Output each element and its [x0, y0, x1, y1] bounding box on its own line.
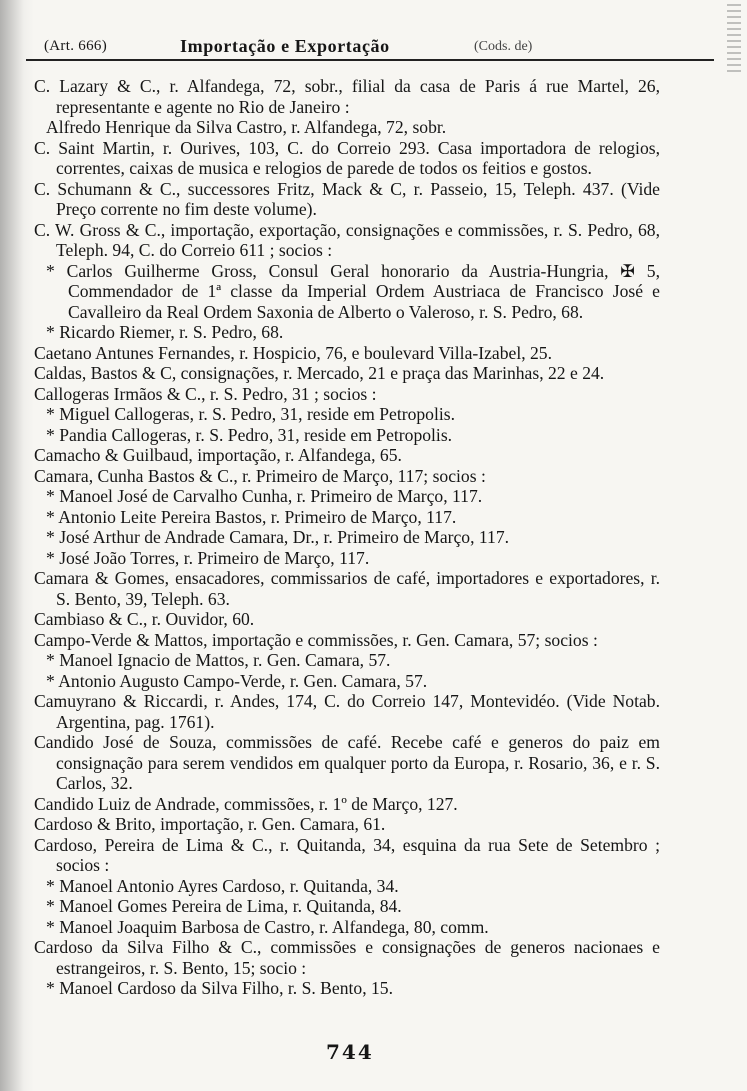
page-title: Importação e Exportação: [180, 36, 390, 56]
firm-entry: Camara & Gomes, ensacadores, commissarios de café, importadores e exportadores, r. S. Bento, 39, Teleph. 63.: [34, 568, 660, 609]
partner-entry: * Manoel Ignacio de Mattos, r. Gen. Camara, 57.: [46, 650, 391, 670]
firm-entry: Caldas, Bastos & C, consignações, r. Mercado, 21 e praça das Marinhas, 22 e 24.: [34, 363, 605, 383]
firm-entry: Camuyrano & Riccardi, r. Andes, 174, C. do Correio 147, Montevidéo. (Vide Notab. Argentina, pag. 1761).: [34, 691, 660, 732]
partner-entry: * Manoel Antonio Ayres Cardoso, r. Quitanda, 34.: [46, 875, 399, 896]
page-subtitle: (Cods. de): [474, 39, 533, 54]
firm-entry: C. Schumann & C., successores Fritz, Mack & C, r. Passeio, 15, Teleph. 437. (Vide Preço corrente no fim deste volume).: [34, 178, 660, 219]
partner-entry: * Miguel Callogeras, r. S. Pedro, 31, reside em Petropolis.: [46, 404, 456, 424]
header-rule: [26, 59, 714, 61]
firm-entry: Camacho & Guilbaud, importação, r. Alfandega, 65.: [34, 445, 402, 465]
article-number: (Art. 666): [44, 38, 107, 54]
binding-shadow: [0, 0, 34, 1091]
partner-entry: * Carlos Guilherme Gross, Consul Geral honorario da Austria-Hungria, ✠ 5, Commendador de 1ª classe da Imperial Ordem Austriaca de Francisco José e Cavalleiro da Real Ordem Saxonia de Alberto o Valeroso, r. S. Pedro, 68.: [46, 260, 660, 322]
page-edge-marks: [727, 4, 741, 74]
firm-entry: Cardoso, Pereira de Lima & C., r. Quitanda, 34, esquina da rua Sete de Setembro ; socios :: [34, 834, 660, 875]
firm-entry: C. Saint Martin, r. Ourives, 103, C. do Correio 293. Casa importadora de relogios, correntes, caixas de musica e relogios de parede de todos os feitios e gostos.: [34, 137, 660, 178]
firm-entry: Campo-Verde & Mattos, importação e commissões, r. Gen. Camara, 57; socios :: [34, 629, 598, 650]
firm-entry: Candido Luiz de Andrade, commissões, r. 1º de Março, 127.: [34, 793, 458, 814]
firm-entry: Cardoso & Brito, importação, r. Gen. Camara, 61.: [34, 814, 386, 834]
running-head: [44, 35, 714, 57]
firm-entry: C. W. Gross & C., importação, exportação, consignações e commissões, r. S. Pedro, 68, Teleph. 94, C. do Correio 611 ; socios :: [34, 219, 660, 260]
partner-entry: * Antonio Augusto Campo-Verde, r. Gen. Camara, 57.: [46, 670, 428, 691]
partner-entry: * Manoel Cardoso da Silva Filho, r. S. Bento, 15.: [46, 978, 393, 998]
entry-list: [34, 76, 660, 999]
partner-entry: * José João Torres, r. Primeiro de Março, 117.: [46, 547, 370, 568]
partner-entry: Alfredo Henrique da Silva Castro, r. Alfandega, 72, sobr.: [46, 117, 447, 137]
partner-entry: * Pandia Callogeras, r. S. Pedro, 31, reside em Petropolis.: [46, 424, 453, 445]
firm-entry: Cardoso da Silva Filho & C., commissões e consignações de generos nacionaes e estrangeiros, r. S. Bento, 15; socio :: [34, 937, 660, 978]
partner-entry: * Manoel José de Carvalho Cunha, r. Primeiro de Março, 117.: [46, 486, 483, 506]
partner-entry: * Manoel Joaquim Barbosa de Castro, r. Alfandega, 80, comm.: [46, 916, 489, 937]
partner-entry: * Manoel Gomes Pereira de Lima, r. Quitanda, 84.: [46, 896, 402, 916]
firm-entry: Candido José de Souza, commissões de café. Recebe café e generos do paiz em consignação para serem vendidos em qualquer porto da Europa, r. Rosario, 36, e r. S. Carlos, 32.: [34, 732, 660, 793]
firm-entry: Camara, Cunha Bastos & C., r. Primeiro de Março, 117; socios :: [34, 465, 486, 486]
firm-entry: C. Lazary & C., r. Alfandega, 72, sobr., filial da casa de Paris á rue Martel, 26, representante e agente no Rio de Janeiro :: [34, 76, 660, 117]
page-number: 744: [326, 1040, 374, 1064]
firm-entry: Caetano Antunes Fernandes, r. Hospicio, 76, e boulevard Villa-Izabel, 25.: [34, 342, 552, 363]
firm-entry: Cambiaso & C., r. Ouvidor, 60.: [34, 609, 255, 629]
partner-entry: * Ricardo Riemer, r. S. Pedro, 68.: [46, 322, 284, 342]
firm-entry: Callogeras Irmãos & C., r. S. Pedro, 31 ; socios :: [34, 383, 377, 404]
partner-entry: * Antonio Leite Pereira Bastos, r. Primeiro de Março, 117.: [46, 506, 457, 527]
partner-entry: * José Arthur de Andrade Camara, Dr., r. Primeiro de Março, 117.: [46, 527, 510, 547]
